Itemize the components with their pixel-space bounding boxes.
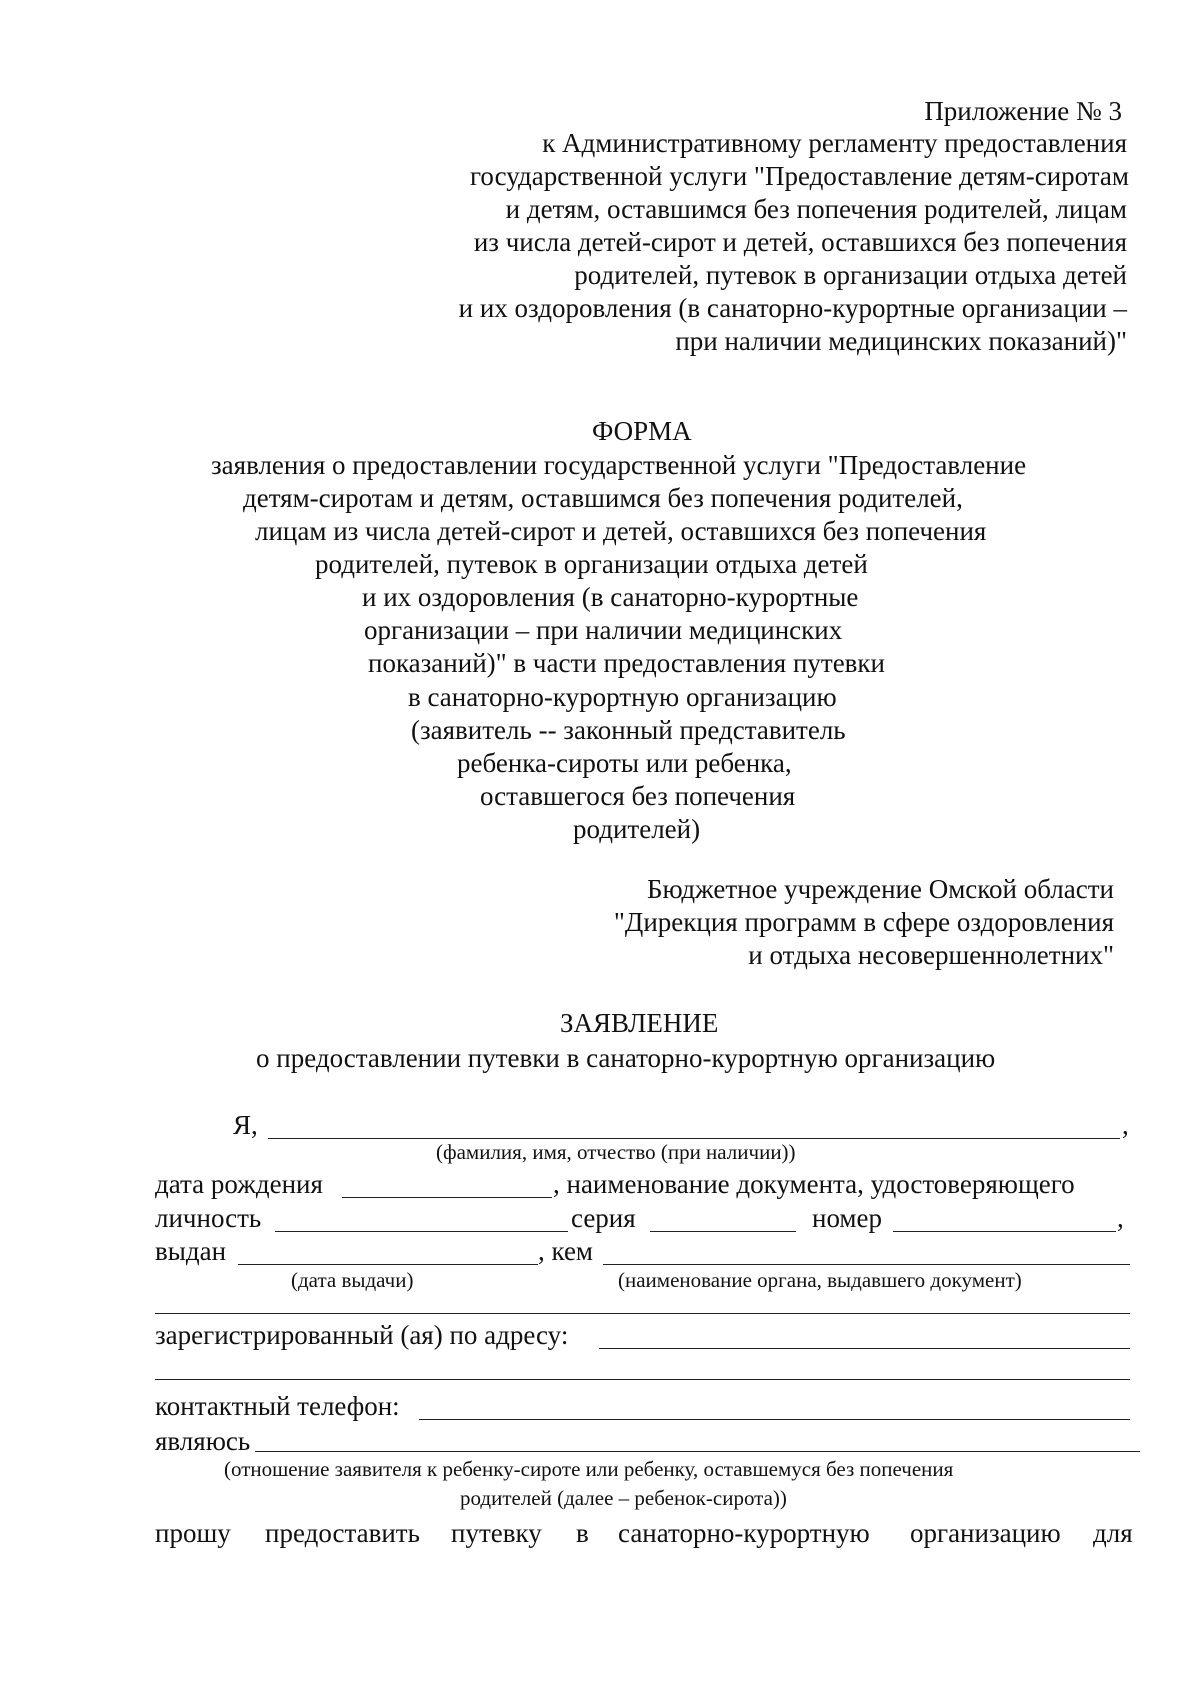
- number-field[interactable]: [893, 1231, 1116, 1232]
- document-label: , наименование документа, удостоверяющего: [553, 1169, 1075, 1199]
- appendix-line: и их оздоровления (в санаторно-курортные организации –: [458, 293, 1127, 323]
- statement-subtitle: о предоставлении путевки в санаторно-курортную организацию: [256, 1043, 996, 1073]
- issue-date-field[interactable]: [238, 1264, 538, 1265]
- addressee-line: и отдыха несовершеннолетних": [748, 940, 1114, 970]
- form-line: оставшегося без попечения: [480, 781, 796, 811]
- number-label: номер: [812, 1203, 883, 1233]
- document-name-field[interactable]: [275, 1231, 568, 1232]
- form-line: показаний)" в части предоставления путевки: [368, 648, 885, 678]
- relation-hint: родителей (далее – ребенок-сирота)): [460, 1486, 787, 1510]
- form-line: организации – при наличии медицинских: [364, 615, 843, 645]
- number-comma: ,: [1117, 1203, 1124, 1233]
- issuer-field[interactable]: [603, 1264, 1130, 1265]
- appendix-number: Приложение № 3: [924, 96, 1122, 126]
- birth-date-field[interactable]: [342, 1197, 552, 1198]
- series-label: серия: [571, 1203, 636, 1233]
- request-word: санаторно-курортную: [618, 1518, 870, 1548]
- appendix-line: родителей, путевок в организации отдыха детей: [574, 260, 1127, 290]
- issuer-continuation-field[interactable]: [155, 1313, 1130, 1314]
- am-label: являюсь: [155, 1426, 251, 1456]
- addressee-line: "Дирекция программ в сфере оздоровления: [613, 907, 1114, 937]
- birth-label: дата рождения: [155, 1169, 323, 1199]
- form-line: родителей): [573, 814, 701, 844]
- i-suffix: ,: [1122, 1110, 1129, 1140]
- series-field[interactable]: [650, 1231, 796, 1232]
- request-word: предоставить: [265, 1518, 420, 1548]
- by-whom-label: , кем: [538, 1236, 594, 1266]
- form-line: детям-сиротам и детям, оставшимся без попечения родителей,: [243, 483, 963, 513]
- issuer-hint: (наименование органа, выдавшего документ): [618, 1268, 1022, 1292]
- form-line: родителей, путевок в организации отдыха детей: [315, 549, 868, 579]
- appendix-line: и детям, оставшимся без попечения родителей, лицам: [505, 194, 1127, 224]
- form-line: (заявитель -- законный представитель: [411, 715, 846, 745]
- request-word: путевку: [451, 1518, 542, 1548]
- i-prefix: Я,: [233, 1110, 258, 1140]
- address-label: зарегистрированный (ая) по адресу:: [155, 1320, 569, 1350]
- issue-date-hint: (дата выдачи): [291, 1268, 414, 1292]
- appendix-line: из числа детей-сирот и детей, оставшихся без попечения: [473, 227, 1127, 257]
- form-line: заявления о предоставлении государственной услуги "Предоставление: [211, 450, 1027, 480]
- form-line: в санаторно-курортную организацию: [408, 682, 837, 712]
- form-title: ФОРМА: [592, 416, 692, 446]
- relation-hint: (отношение заявителя к ребенку-сироте или ребенку, оставшемуся без попечения: [224, 1457, 954, 1481]
- request-word: в: [576, 1518, 589, 1548]
- name-hint: (фамилия, имя, отчество (при наличии)): [436, 1140, 796, 1164]
- request-word: прошу: [155, 1518, 231, 1548]
- appendix-line: при наличии медицинских показаний)": [675, 326, 1127, 356]
- issued-label: выдан: [155, 1236, 227, 1266]
- request-word: организацию: [910, 1518, 1061, 1548]
- relation-field[interactable]: [255, 1451, 1140, 1452]
- form-line: лицам из числа детей-сирот и детей, оставшихся без попечения: [255, 516, 987, 546]
- fullname-field[interactable]: [268, 1138, 1120, 1139]
- addressee-line: Бюджетное учреждение Омской области: [647, 874, 1114, 904]
- phone-field[interactable]: [419, 1419, 1130, 1420]
- address-continuation-field[interactable]: [155, 1379, 1130, 1380]
- request-word: для: [1093, 1518, 1133, 1548]
- form-line: ребенка-сироты или ребенка,: [457, 748, 792, 778]
- identity-label: личность: [155, 1203, 262, 1233]
- appendix-line: к Административному регламенту предоставления: [542, 128, 1127, 158]
- form-line: и их оздоровления (в санаторно-курортные: [362, 582, 859, 612]
- address-field[interactable]: [599, 1348, 1130, 1349]
- statement-title: ЗАЯВЛЕНИЕ: [560, 1008, 719, 1038]
- appendix-line: государственной услуги "Предоставление детям-сиротам: [470, 161, 1129, 191]
- phone-label: контактный телефон:: [155, 1391, 400, 1421]
